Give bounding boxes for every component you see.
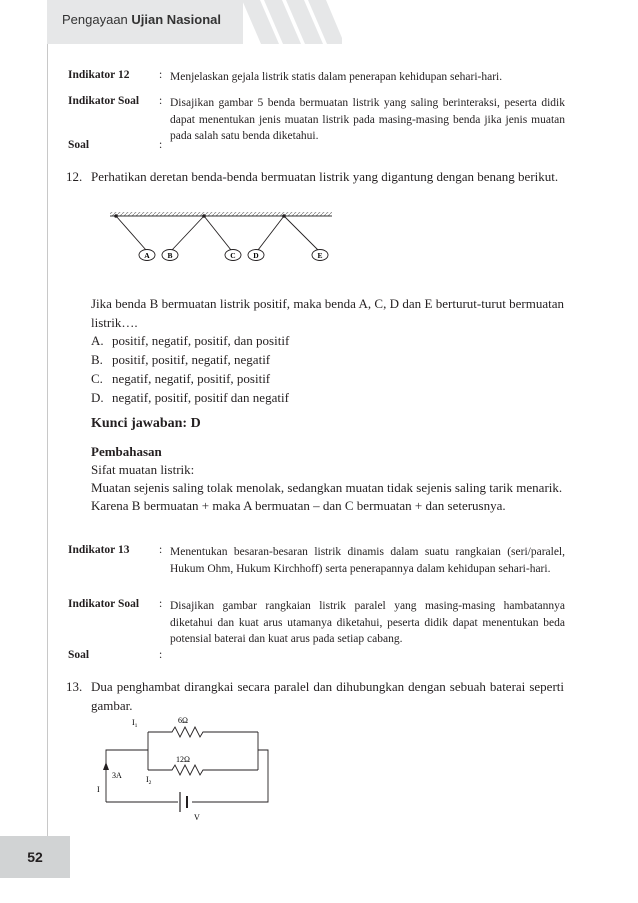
colon: : <box>159 69 163 81</box>
svg-text:C: C <box>230 251 236 260</box>
option-c-text: negatif, negatif, positif, positif <box>112 371 271 386</box>
label-r1: 6Ω <box>178 716 188 725</box>
label-current-3a: 3A <box>112 771 122 780</box>
question-stem: Jika benda B bermuatan listrik positif, maka benda A, C, D dan E berturut-turut bermuatan listrik…. <box>91 296 564 330</box>
label-r2: 12Ω <box>176 755 190 764</box>
indikator-soal-text: Disajikan gambar 5 benda bermuatan listrik yang saling berinteraksi, peserta didik dapat menentukan jenis muatan listrik pada masing-masing benda jika jenis muatan pada salah satu benda diketahui. <box>170 97 565 142</box>
ball-d <box>248 250 264 261</box>
question-number: 12. <box>66 169 83 184</box>
indikator-13-label: Indikator 13 <box>68 544 130 556</box>
label-v: V <box>194 813 200 822</box>
question-text: Dua penghambat dirangkai secara paralel dan dihubungkan dengan sebuah baterai seperti gambar. <box>91 679 564 713</box>
ball-c <box>225 250 241 261</box>
colon: : <box>159 649 163 661</box>
resistor-6-ohm <box>148 727 258 737</box>
svg-text:A: A <box>144 251 150 260</box>
label-i2: $I_2$ <box>146 775 152 786</box>
pembahasan-line-2: Muatan sejenis saling tolak menolak, sedangkan muatan tidak sejenis saling tarik menarik. <box>91 480 563 495</box>
page-number: 52 <box>27 849 43 865</box>
battery-symbol <box>180 792 187 812</box>
hanging-charges-figure <box>106 210 342 268</box>
label-i: I <box>97 785 100 794</box>
option-b-text: positif, positif, negatif, negatif <box>112 352 271 367</box>
svg-text:E: E <box>317 251 323 260</box>
indikator-soal-label: Indikator Soal <box>68 598 140 610</box>
colon: : <box>159 598 163 610</box>
soal-label: Soal <box>68 139 90 151</box>
option-d-text: negatif, positif, positif dan negatif <box>112 390 289 405</box>
resistor-12-ohm <box>148 765 258 775</box>
ball-b <box>162 250 178 261</box>
soal-label: Soal <box>68 649 90 661</box>
ceiling-bar <box>110 212 332 216</box>
ball-a <box>139 250 155 261</box>
indikator-soal-label: Indikator Soal <box>68 95 140 107</box>
answer-key: Kunci jawaban: D <box>91 416 201 431</box>
header-title: Pengayaan Ujian Nasional <box>62 12 221 27</box>
ball-e <box>312 250 328 261</box>
label-i1: $I_1$ <box>132 718 138 729</box>
parallel-circuit-figure <box>92 712 272 827</box>
pembahasan-line-3: Karena B bermuatan + maka A bermuatan – dan C bermuatan + dan seterusnya. <box>91 498 506 513</box>
svg-text:D: D <box>253 251 259 260</box>
current-arrow <box>103 762 109 770</box>
option-a-text: positif, negatif, positif, dan positif <box>112 333 290 348</box>
colon: : <box>159 95 163 107</box>
pembahasan-line-1: Sifat muatan listrik: <box>91 462 195 477</box>
colon: : <box>159 139 163 151</box>
option-a-letter: A. <box>91 333 104 348</box>
colon: : <box>159 544 163 556</box>
svg-text:B: B <box>167 251 173 260</box>
indikator-12-label: Indikator 12 <box>68 69 130 81</box>
indikator-12-text: Menjelaskan gejala listrik statis dalam penerapan kehidupan sehari-hari. <box>170 71 503 83</box>
pembahasan-title: Pembahasan <box>91 444 162 459</box>
option-c-letter: C. <box>91 371 103 386</box>
header-stripes-decoration <box>242 0 342 44</box>
question-text: Perhatikan deretan benda-benda bermuatan listrik yang digantung dengan benang berikut. <box>91 169 559 184</box>
question-number: 13. <box>66 679 83 694</box>
indikator-13-text: Menentukan besaran-besaran listrik dinamis dalam suatu rangkaian (seri/paralel, Hukum Ohm, Hukum Kirchhoff) serta penerapannya dalam kehidupan sehari-hari. <box>170 546 565 575</box>
option-d-letter: D. <box>91 390 104 405</box>
indikator-soal-text: Disajikan gambar rangkaian listrik paralel yang masing-masing hambatannya diketahui dan kuat arus utamanya diketahui, peserta didik dapat menentukan beda potensial baterai dan kuat arus pada setiap cabang. <box>170 600 565 645</box>
option-b-letter: B. <box>91 352 103 367</box>
left-margin-rule <box>47 44 48 854</box>
